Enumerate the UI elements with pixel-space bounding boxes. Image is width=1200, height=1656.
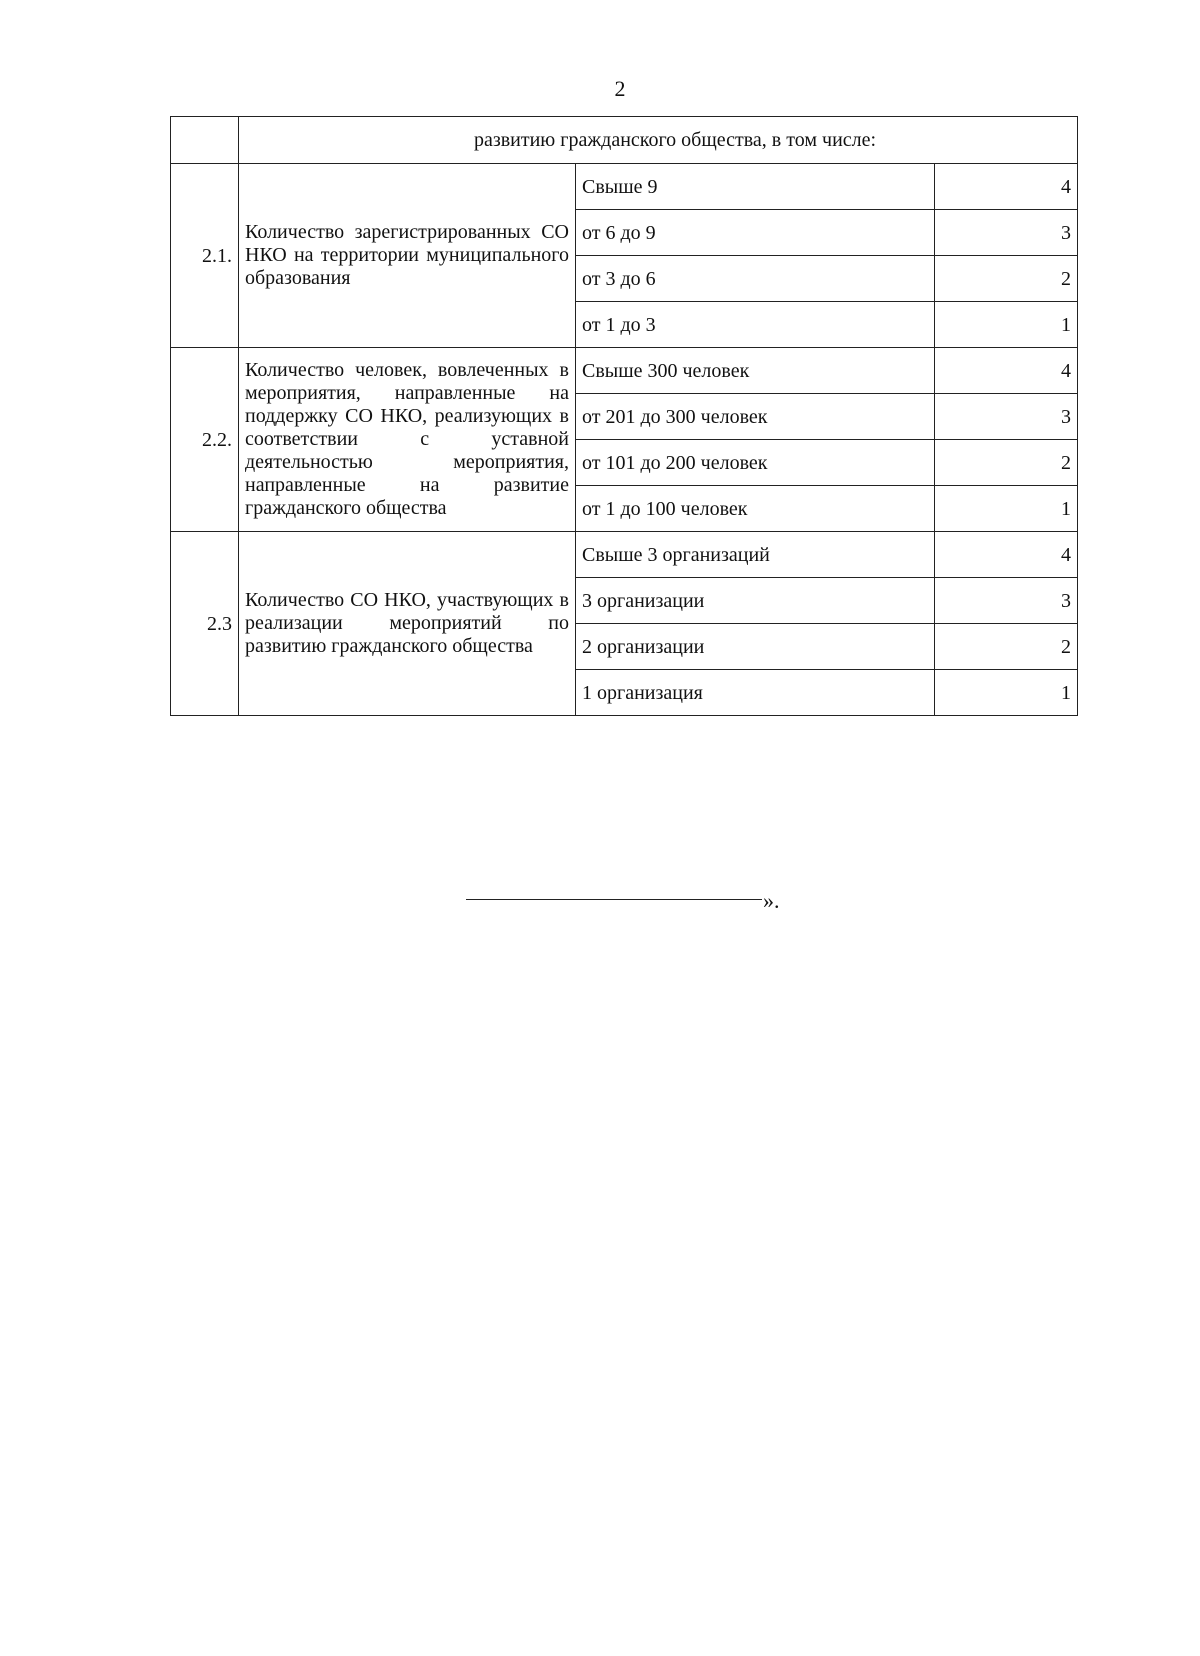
score-cell: 4 — [935, 532, 1078, 578]
score-cell: 3 — [935, 394, 1078, 440]
range-cell: от 101 до 200 человек — [576, 440, 935, 486]
range-cell: Свыше 9 — [576, 164, 935, 210]
continuation-row — [171, 117, 1078, 164]
criterion-name: Количество человек, вовлеченных в мероприятия, направленные на поддержку СО НКО, реализующих в соответствии с уставной деятельностью мероприятия, направленные на развитие гражданского общества — [239, 348, 576, 532]
range-cell: Свыше 3 организаций — [576, 532, 935, 578]
table-row — [171, 348, 1078, 394]
range-cell: от 1 до 100 человек — [576, 486, 935, 532]
continuation-text: развитию гражданского общества, в том числе: — [239, 117, 1078, 164]
score-cell: 3 — [935, 210, 1078, 256]
range-cell: Свыше 300 человек — [576, 348, 935, 394]
range-cell: 2 организации — [576, 624, 935, 670]
range-cell: от 1 до 3 — [576, 302, 935, 348]
score-cell: 3 — [935, 578, 1078, 624]
score-cell: 4 — [935, 348, 1078, 394]
score-cell: 4 — [935, 164, 1078, 210]
score-cell: 2 — [935, 624, 1078, 670]
range-cell: от 3 до 6 — [576, 256, 935, 302]
section-number: 2.2. — [171, 348, 239, 532]
section-number: 2.3 — [171, 532, 239, 716]
score-cell: 2 — [935, 256, 1078, 302]
empty-number-cell — [171, 117, 239, 164]
table-row — [171, 164, 1078, 210]
criteria-table — [170, 116, 1078, 716]
criterion-name: Количество зарегистрированных СО НКО на территории муниципального образования — [239, 164, 576, 348]
criterion-name: Количество СО НКО, участвующих в реализации мероприятий по развитию гражданского общества — [239, 532, 576, 716]
score-cell: 1 — [935, 486, 1078, 532]
range-cell: 1 организация — [576, 670, 935, 716]
page-number: 2 — [614, 76, 626, 101]
score-cell: 1 — [935, 302, 1078, 348]
score-cell: 1 — [935, 670, 1078, 716]
range-cell: от 201 до 300 человек — [576, 394, 935, 440]
range-cell: 3 организации — [576, 578, 935, 624]
closing-quote: ». — [763, 888, 780, 913]
section-number: 2.1. — [171, 164, 239, 348]
closing-line — [466, 899, 762, 900]
range-cell: от 6 до 9 — [576, 210, 935, 256]
score-cell: 2 — [935, 440, 1078, 486]
table-row — [171, 532, 1078, 578]
